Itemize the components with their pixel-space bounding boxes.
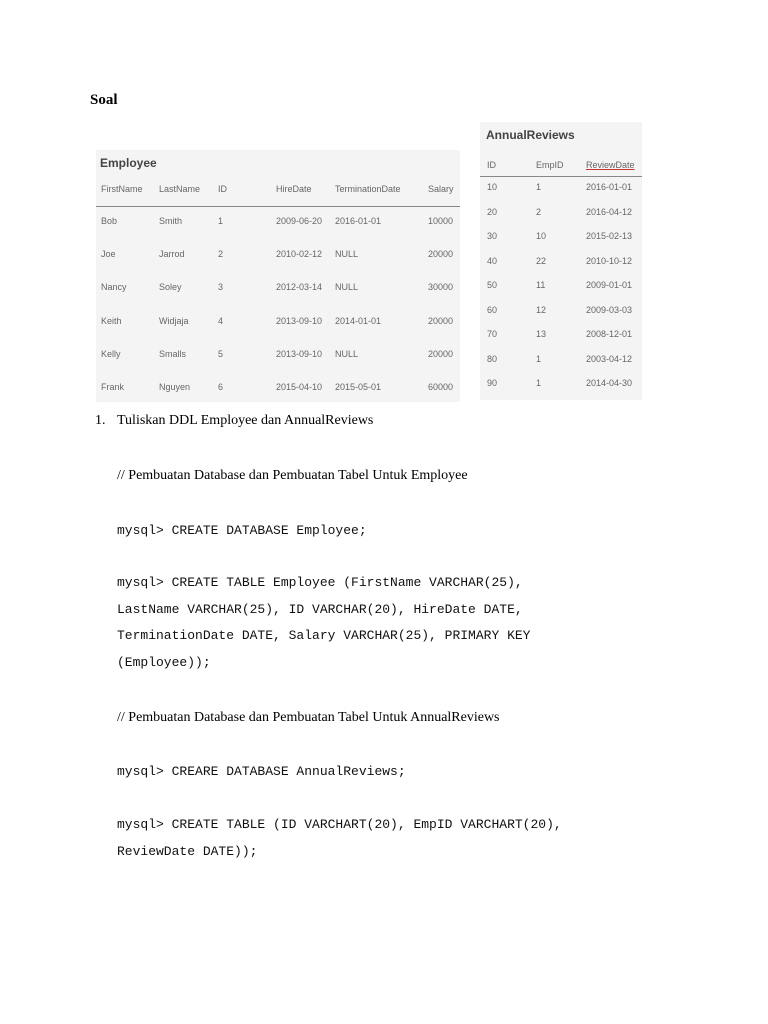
employee-cell: Keith: [101, 315, 122, 326]
employee-cell: 2: [218, 249, 224, 260]
employee-column-header: Salary: [428, 184, 454, 194]
employee-cell: NULL: [335, 249, 359, 260]
code-create-table-annualreviews: mysql> CREATE TABLE (ID VARCHART(20), EmpID VARCHART(20), ReviewDate DATE));: [117, 817, 562, 859]
reviews-cell: 2: [536, 206, 542, 217]
reviews-cell: 1: [536, 378, 542, 388]
reviews-cell: 20: [487, 206, 498, 217]
reviews-cell: 13: [536, 329, 547, 339]
reviews-column-header: EmpID: [536, 160, 564, 170]
employee-table-title: Employee: [100, 156, 157, 170]
employee-column-header: TerminationDate: [335, 184, 401, 194]
employee-cell: 2015-04-10: [276, 382, 323, 392]
employee-cell: 20000: [428, 315, 454, 326]
question-text: Tuliskan DDL Employee dan AnnualReviews: [117, 413, 374, 428]
reviews-cell: 22: [536, 255, 547, 266]
reviews-cell: 2009-01-01: [586, 280, 633, 290]
employee-column-header: ID: [218, 184, 227, 194]
employee-cell: 2009-06-20: [276, 216, 323, 226]
reviews-cell: 2015-02-13: [586, 231, 633, 241]
employee-cell: Soley: [159, 282, 182, 293]
employee-cell: 10000: [428, 216, 454, 226]
employee-cell: NULL: [335, 348, 359, 359]
employee-column-header: HireDate: [276, 184, 312, 194]
code-create-database-annualreviews: mysql> CREARE DATABASE AnnualReviews;: [117, 764, 406, 779]
employee-cell: Joe: [101, 249, 116, 260]
reviews-column-header: ReviewDate: [586, 160, 635, 170]
code-create-database-employee: mysql> CREATE DATABASE Employee;: [117, 523, 367, 538]
employee-cell: Nancy: [101, 282, 127, 293]
employee-table-header: [96, 176, 460, 207]
employee-cell: NULL: [335, 282, 359, 293]
employee-cell: 2016-01-01: [335, 216, 382, 226]
code-create-table-employee: mysql> CREATE TABLE Employee (FirstName VARCHAR(25), LastName VARCHAR(25), ID VARCHAR(20), HireDate DATE, TerminationDate DATE, Salary VARCHAR(25), PRIMARY KEY (Employee));: [117, 575, 531, 671]
reviews-cell: 10: [487, 182, 498, 192]
employee-cell: Widjaja: [159, 315, 189, 326]
reviews-cell: 2009-03-03: [586, 304, 633, 315]
employee-column-header: FirstName: [101, 184, 143, 194]
comment-employee: // Pembuatan Database dan Pembuatan Tabel Untuk Employee: [117, 468, 468, 483]
employee-cell: 1: [218, 216, 224, 226]
employee-cell: 20000: [428, 249, 454, 260]
reviews-cell: 50: [487, 280, 498, 290]
employee-cell: 2012-03-14: [276, 282, 323, 293]
comment-annualreviews: // Pembuatan Database dan Pembuatan Tabel Untuk AnnualReviews: [117, 710, 500, 725]
reviews-column-header: ID: [487, 160, 496, 170]
reviews-cell: 2003-04-12: [586, 353, 633, 364]
employee-cell: 5: [218, 348, 224, 359]
reviews-cell: 90: [487, 378, 498, 388]
reviews-cell: 80: [487, 353, 498, 364]
employee-cell: Bob: [101, 216, 118, 226]
employee-cell: 30000: [428, 282, 454, 293]
reviews-cell: 40: [487, 255, 498, 266]
employee-cell: 3: [218, 282, 224, 293]
reviews-cell: 2010-10-12: [586, 255, 633, 266]
reviews-cell: 2008-12-01: [586, 329, 633, 339]
employee-cell: 2010-02-12: [276, 249, 323, 260]
reviews-cell: 30: [487, 231, 498, 241]
employee-cell: 2013-09-10: [276, 348, 323, 359]
reviews-cell: 1: [536, 353, 542, 364]
employee-cell: Smalls: [159, 348, 187, 359]
reviews-cell: 12: [536, 304, 547, 315]
question-1: [95, 413, 373, 429]
employee-cell: 20000: [428, 348, 454, 359]
reviews-cell: 10: [536, 231, 547, 241]
employee-cell: 2013-09-10: [276, 315, 323, 326]
annualreviews-table-header: [480, 152, 642, 177]
employee-cell: Jarrod: [159, 249, 185, 260]
employee-cell: Smith: [159, 216, 183, 226]
employee-cell: 4: [218, 315, 224, 326]
section-heading: Soal: [90, 92, 118, 108]
employee-table-image: [96, 150, 460, 402]
employee-cell: Kelly: [101, 348, 121, 359]
reviews-cell: 2016-01-01: [586, 182, 633, 192]
employee-cell: Nguyen: [159, 382, 191, 392]
reviews-cell: 70: [487, 329, 498, 339]
reviews-cell: 11: [536, 280, 546, 290]
employee-cell: 6: [218, 382, 224, 392]
employee-cell: 60000: [428, 382, 454, 392]
annualreviews-table-image: [480, 122, 642, 400]
reviews-cell: 60: [487, 304, 498, 315]
employee-column-header: LastName: [159, 184, 201, 194]
employee-cell: 2015-05-01: [335, 382, 382, 392]
question-number: 1.: [95, 413, 106, 428]
reviews-cell: 1: [536, 182, 542, 192]
employee-cell: 2014-01-01: [335, 315, 382, 326]
annualreviews-table-title: AnnualReviews: [486, 128, 575, 142]
employee-cell: Frank: [101, 382, 125, 392]
reviews-cell: 2016-04-12: [586, 206, 633, 217]
reviews-cell: 2014-04-30: [586, 378, 633, 388]
